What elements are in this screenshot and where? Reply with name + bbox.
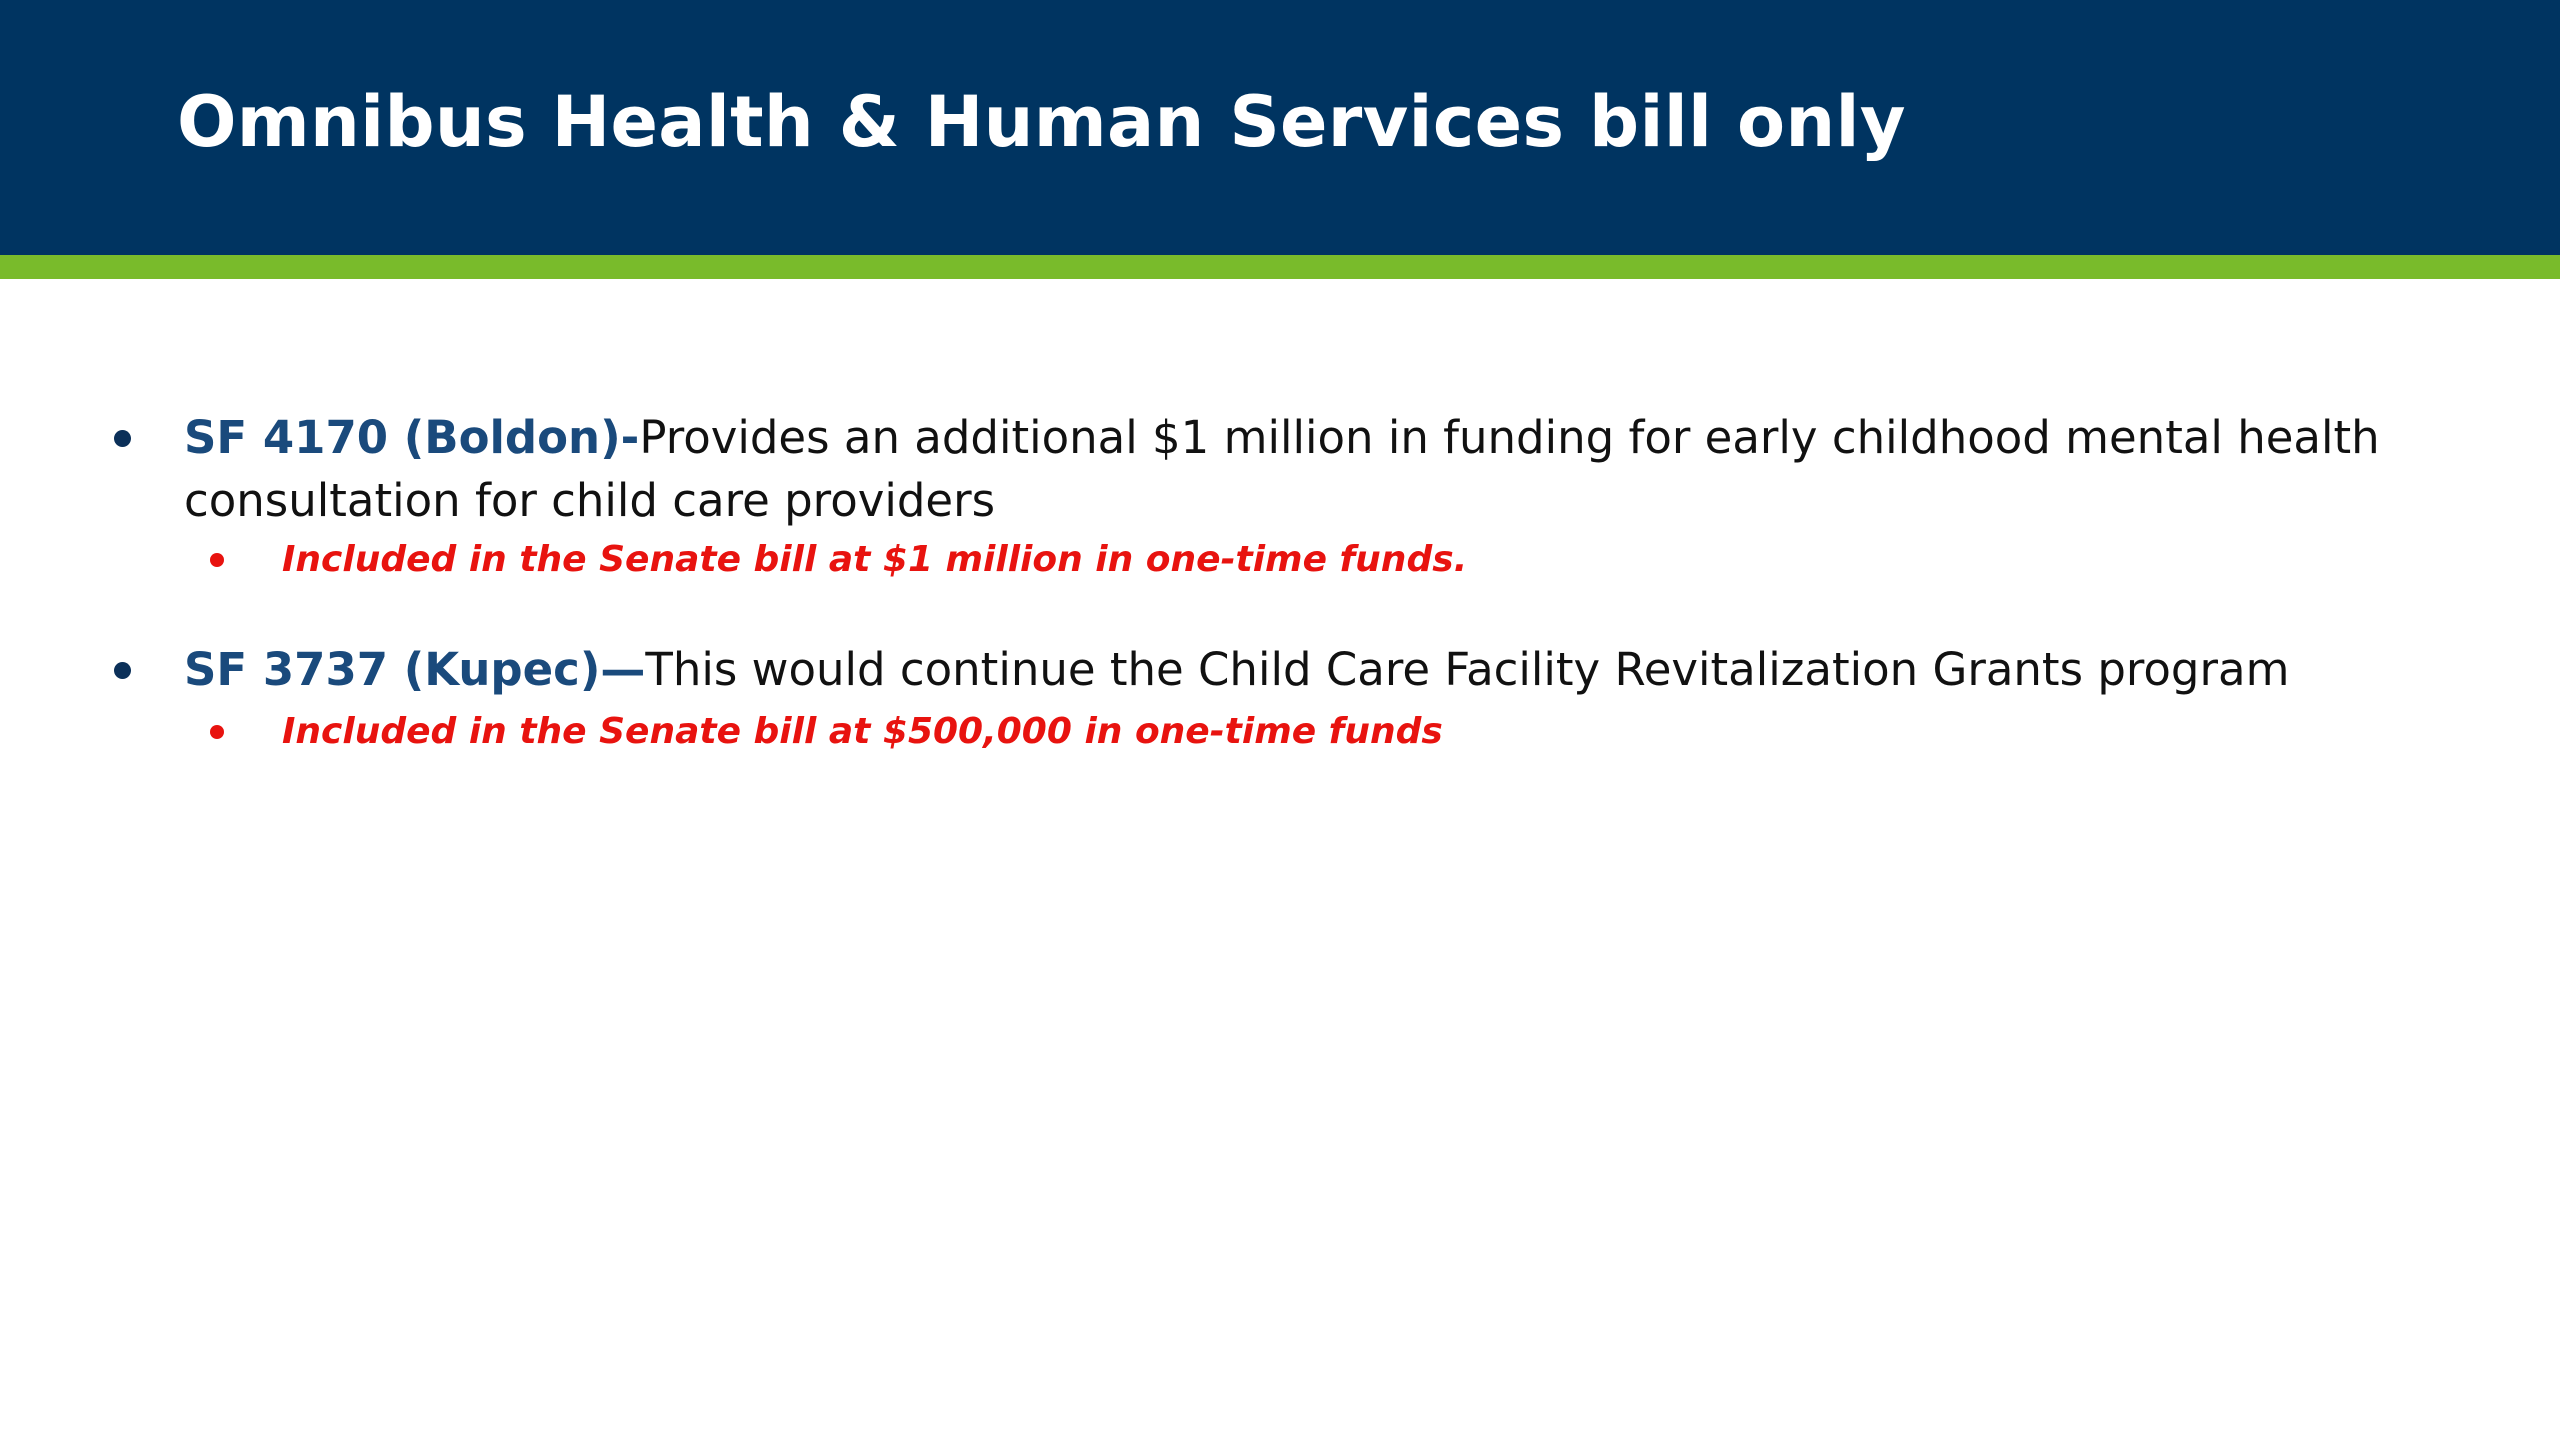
- bullet-dot: [114, 430, 131, 447]
- slide-title: Omnibus Health & Human Services bill only: [177, 81, 1906, 163]
- bill-description: Provides an additional $1 million in funding for early childhood mental health consultation for child care providers: [184, 411, 2380, 527]
- bullet-dot: [114, 662, 131, 679]
- bullet-text: [184, 638, 2424, 701]
- bill-reference: SF 3737 (Kupec)—: [184, 643, 646, 696]
- bill-description: This would continue the Child Care Facility Revitalization Grants program: [645, 643, 2290, 696]
- bullet-note: Included in the Senate bill at $1 million in one-time funds.: [282, 539, 1468, 580]
- bullet-note: Included in the Senate bill at $500,000 in one-time funds: [282, 711, 1443, 752]
- bullet-text: [184, 406, 2424, 532]
- sub-bullet-dot: [210, 725, 224, 739]
- accent-stripe: [0, 255, 2560, 279]
- sub-bullet-dot: [210, 553, 224, 567]
- bill-reference: SF 4170 (Boldon)-: [184, 411, 640, 464]
